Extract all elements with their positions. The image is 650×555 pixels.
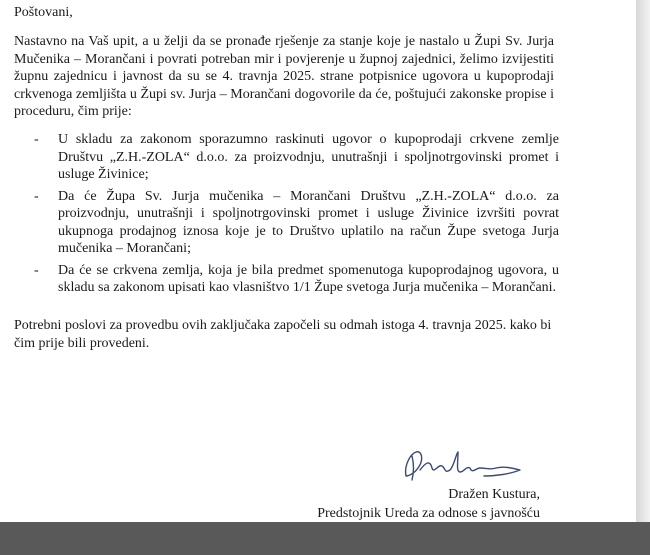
page-edge-shadow [636, 0, 650, 522]
resolution-list [14, 131, 559, 301]
bullet-dash: - [34, 132, 39, 147]
signer-title: Predstojnik Ureda za odnose s javnošću [317, 506, 540, 521]
list-item [14, 188, 559, 258]
bullet-dash: - [34, 262, 39, 278]
list-item [14, 262, 559, 297]
greeting: Poštovani, [14, 5, 73, 20]
intro-paragraph: Nastavno na Vaš upit, a u želji da se pronađe rješenje za stanje koje je nastalo u Župi Sv. Jurja Mučenika – Morančani i povrati potreban mir i povjerenje u župnoj zajednici, želimo izvijestiti župnu zajednicu i javnost da su se 4. travnja 2025. strane potpisnice ugovora u kupoprodaji crkvenoga zemljišta u Župi sv. Jurja – Morančani dogovorile da će, poštujući zakonske propise i proceduru, čim prije: [14, 34, 554, 119]
list-item-text: Da će se crkvena zemlja, koja je bila predmet spomenutoga kupoprodajnog ugovora, u skladu sa zakonom upisati kao vlasništvo 1/1 Župe svetoga Jurja mučenika – Morančani. [58, 262, 559, 295]
closing-paragraph: Potrebni poslovi za provedbu ovih zaključaka započeli su odmah istoga 4. travnja 2025. kako bi čim prije bili provedeni. [14, 318, 552, 351]
list-item-text: U skladu za zakonom sporazumno raskinuti ugovor o kupoprodaji crkvene zemlje Društvu „Z.H.-ZOLA“ d.o.o. za proizvodnju, unutrašnji i spoljnotrgovinski promet i usluge Živinice; [58, 132, 559, 182]
viewer-bottom-bar [0, 522, 650, 555]
list-item-text: Da će Župa Sv. Jurja mučenika – Morančani Društvu „Z.H.-ZOLA“ d.o.o. za proizvodnju, unutrašnji i spoljnotrgovinski promet i usluge Živinice izvršiti povrat ukupnoga prodajnog iznosa koje je to Društvo uplatilo na račun Župe svetoga Jurja mučenika – Morančani; [58, 188, 559, 256]
list-item [14, 131, 559, 184]
bullet-dash: - [34, 188, 39, 204]
handwritten-signature [400, 446, 525, 486]
signer-name: Dražen Kustura, [448, 487, 540, 502]
